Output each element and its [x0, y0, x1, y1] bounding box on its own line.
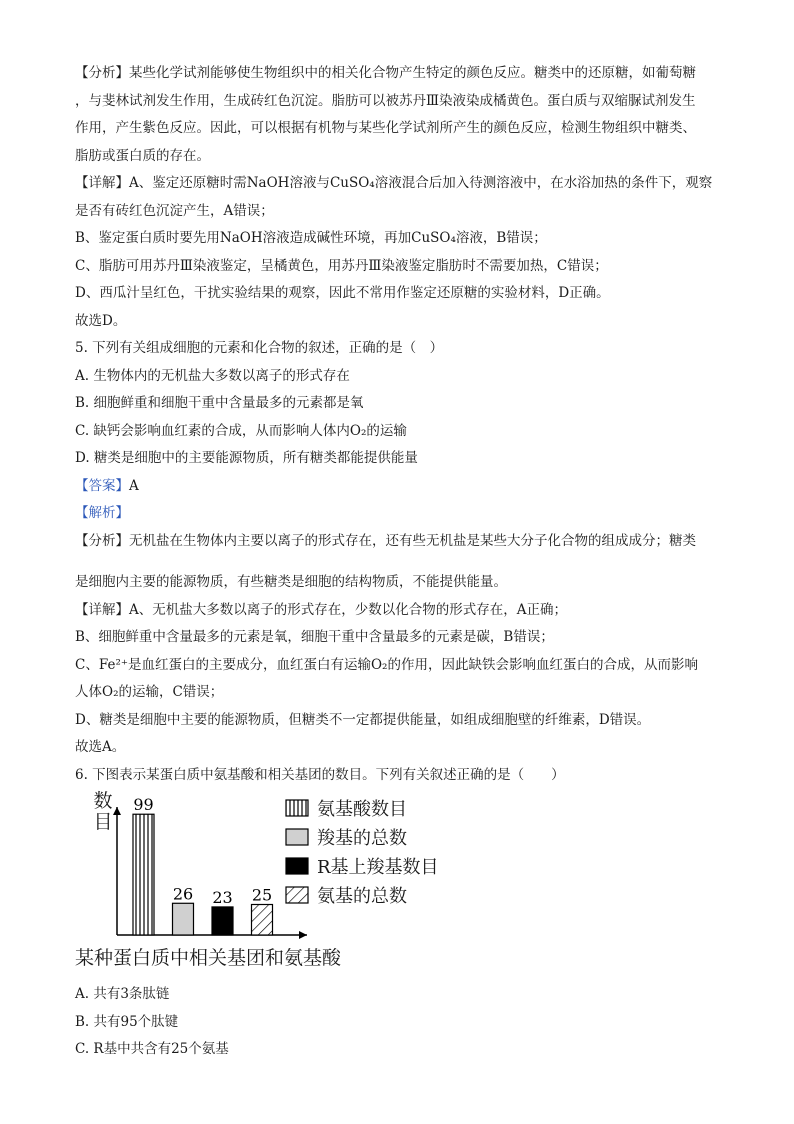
text-line: D、糖类是细胞中主要的能源物质，但糖类不一定都提供能量，如组成细胞壁的纤维素，D错误。: [75, 711, 651, 728]
q5-option: A. 生物体内的无机盐大多数以离子的形式存在: [75, 367, 350, 384]
legend-item: [285, 793, 439, 822]
text-line: 故选D。: [75, 312, 127, 329]
text-line: C、脂肪可用苏丹Ⅲ染液鉴定，呈橘黄色，用苏丹Ⅲ染液鉴定脂肪时不需要加热，C错误；: [75, 257, 608, 274]
legend-label: R基上羧基数目: [317, 856, 439, 878]
text-line: D、西瓜汁呈红色，干扰实验结果的观察，因此不常用作鉴定还原糖的实验材料，D正确。: [75, 285, 610, 301]
q5-explanation-block: [75, 569, 735, 762]
bar-value-label-2: 26: [172, 884, 194, 904]
legend-item: [285, 880, 439, 909]
text-line: C、Fe²⁺是血红蛋白的主要成分，血红蛋白有运输O₂的作用，因此缺铁会影响血红蛋白的合成，从而影响: [75, 656, 698, 673]
answer-value: A: [129, 477, 139, 494]
x-axis-arrow: [299, 931, 307, 939]
q6-option: B. 共有95个肽键: [75, 1013, 179, 1030]
legend-item: [285, 851, 439, 880]
text-line: 是细胞内主要的能源物质，有些糖类是细胞的结构物质，不能提供能量。: [75, 574, 507, 590]
jiexi-tag: 【解析】: [75, 505, 129, 521]
legend-swatch: [285, 799, 309, 817]
q6-option: A. 共有3条肽链: [75, 986, 170, 1002]
q5-analysis-first-line: 【分析】无机盐在生物体内主要以离子的形式存在，还有些无机盐是某些大分子化合物的组成成分；糖类: [75, 532, 696, 549]
q6-option: C. R基中共含有25个氨基: [75, 1041, 229, 1057]
bar-2: [173, 903, 194, 935]
text-line: 脂肪或蛋白质的存在。: [75, 147, 210, 164]
chart-caption: 某种蛋白质中相关基团和氨基酸: [75, 947, 342, 969]
bar-value-label-3: 23: [212, 887, 233, 907]
legend-label: 羧基的总数: [317, 827, 407, 849]
q6-options: [75, 981, 735, 1064]
text-line: 作用，产生紫色反应。因此，可以根据有机物与某些化学试剂所产生的颜色反应，检测生物组织中糖类、: [75, 120, 696, 136]
q5-option: D. 糖类是细胞中的主要能源物质，所有糖类都能提供能量: [75, 450, 418, 466]
bar-value-label-1: 99: [133, 795, 154, 815]
legend-label: 氨基的总数: [317, 885, 407, 907]
text-line: B、细胞鲜重中含量最多的元素是氧，细胞干重中含量最多的元素是碳，B错误；: [75, 629, 554, 645]
legend-swatch: [285, 828, 309, 846]
text-line: B、鉴定蛋白质时要先用NaOH溶液造成碱性环境，再加CuSO₄溶液，B错误；: [75, 230, 547, 246]
text-line: 故选A。: [75, 739, 126, 755]
text-line: 【详解】A、无机盐大多数以离子的形式存在，少数以化合物的形式存在，A正确；: [75, 601, 567, 618]
legend-swatch: [285, 886, 309, 904]
y-axis-label: 数目: [93, 790, 113, 833]
text-line: 【分析】某些化学试剂能够使生物组织中的相关化合物产生特定的颜色反应。糖类中的还原糖，如葡萄糖: [75, 65, 696, 81]
text-line: ，与斐林试剂发生作用，生成砖红色沉淀。脂肪可以被苏丹Ⅲ染液染成橘黄色。蛋白质与双缩脲试剂发生: [75, 92, 696, 109]
document-page: [75, 60, 735, 1064]
q4-analysis-block: [75, 60, 735, 335]
bar-chart-figure: [75, 791, 475, 981]
text-line: 人体O₂的运输，C错误；: [75, 684, 224, 700]
legend-item: [285, 822, 439, 851]
y-axis-arrow: [113, 807, 121, 815]
bar-4: [252, 905, 273, 936]
bar-1: [133, 814, 154, 935]
q5-option: C. 缺钙会影响血红素的合成，从而影响人体内O₂的运输: [75, 422, 407, 439]
legend-label: 氨基酸数目: [317, 798, 407, 820]
bar-value-label-4: 25: [251, 885, 273, 905]
bar-3: [212, 907, 233, 935]
legend-swatch: [285, 857, 309, 875]
q5-stem: 5. 下列有关组成细胞的元素和化合物的叙述，正确的是（ ）: [75, 340, 444, 356]
q5-answer: [75, 473, 735, 501]
q5-options: [75, 363, 735, 473]
chart-legend: [285, 793, 439, 909]
text-line: 是否有砖红色沉淀产生，A错误；: [75, 202, 274, 219]
text-line: 【详解】A、鉴定还原糖时需NaOH溶液与CuSO₄溶液混合后加入待测溶液中，在水浴加热的条件下，观察: [75, 175, 713, 191]
q5-option: B. 细胞鲜重和细胞干重中含量最多的元素都是氧: [75, 395, 364, 411]
answer-tag: 【答案】: [75, 477, 129, 494]
q6-stem: 6. 下图表示某蛋白质中氨基酸和相关基团的数目。下列有关叙述正确的是（ ）: [75, 766, 565, 783]
